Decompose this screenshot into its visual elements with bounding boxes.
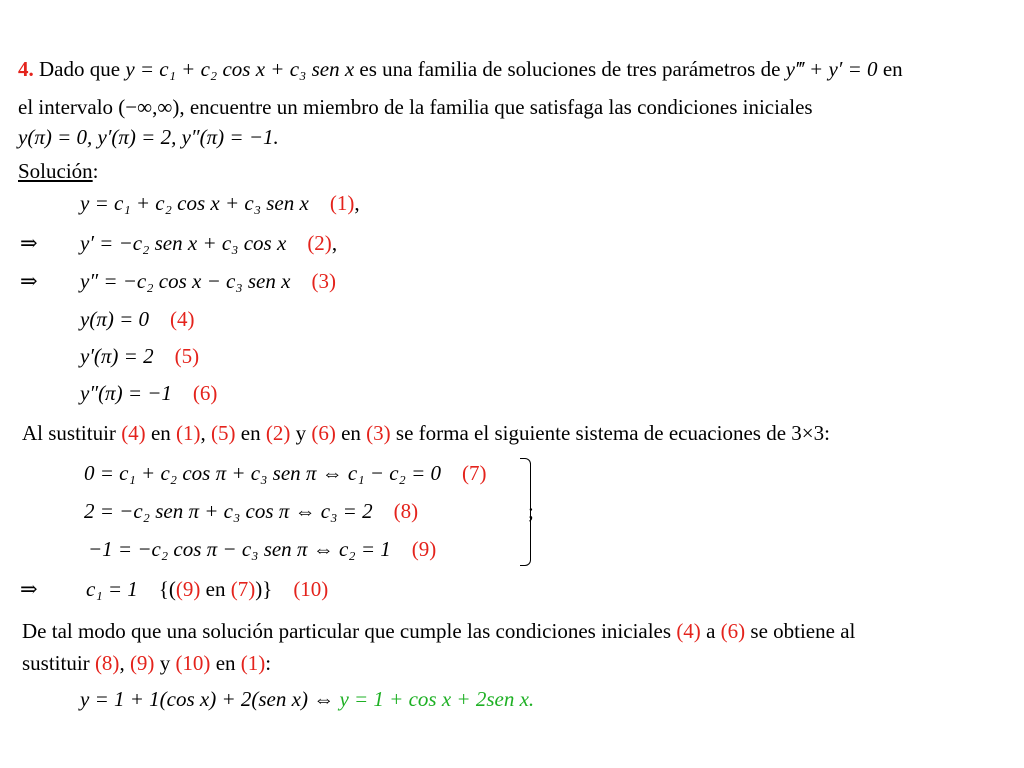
problem-text: el intervalo xyxy=(18,95,114,119)
final-equation-lhs: y = 1 + 1(cos x) + 2(sen x) ⇔ xyxy=(80,687,335,711)
text: : xyxy=(265,651,272,675)
equation-ref: (10) xyxy=(293,577,329,601)
text: en xyxy=(240,421,261,445)
system-equation-9 xyxy=(88,536,436,562)
equation-ref: (2) xyxy=(265,421,291,445)
problem-line-1 xyxy=(18,56,903,82)
implies-arrow: ⇒ xyxy=(20,577,38,601)
equation-ref: (4) xyxy=(676,619,701,643)
equation-1 xyxy=(80,190,360,216)
c1-result: c₁ = 1 {((9) en (7))} (10) xyxy=(86,577,329,601)
text: en xyxy=(215,651,236,675)
equation-ref: (6) xyxy=(311,421,336,445)
final-answer xyxy=(80,686,534,712)
equation-ref: (8) xyxy=(393,499,419,523)
text: y xyxy=(159,651,171,675)
problem-number: 4. xyxy=(18,57,34,81)
equation-ref: (8) xyxy=(94,651,120,675)
system-equation-8 xyxy=(84,498,418,524)
equation-5 xyxy=(80,343,199,369)
equation-ref: (3) xyxy=(311,269,336,293)
brace-semicolon: ; xyxy=(528,499,534,523)
text: en xyxy=(150,421,171,445)
problem-text: Dado que xyxy=(39,57,121,81)
equation-ref: (1) xyxy=(240,651,266,675)
equation-ref: (5) xyxy=(174,344,200,368)
text: , xyxy=(119,651,125,675)
brace-close: } xyxy=(262,577,273,601)
text: sustituir xyxy=(22,651,90,675)
conclusion-line-2 xyxy=(22,650,271,676)
implies-arrow: ⇒ xyxy=(20,231,38,255)
ode-equation: y‴ + y′ = 0 xyxy=(785,57,878,81)
equation-ref: (4) xyxy=(170,307,195,331)
equation-ref: (10) xyxy=(175,651,211,675)
conclusion-line-1 xyxy=(22,618,855,644)
equation-6 xyxy=(80,380,217,406)
equation-ref: (3) xyxy=(366,421,391,445)
equation-text: c₁ = 1 xyxy=(86,577,138,601)
substitution-sentence xyxy=(22,420,830,446)
equation-ref: (4) xyxy=(121,421,146,445)
problem-text: encuentre un miembro de la familia que satisfaga las condiciones iniciales xyxy=(189,95,813,119)
text: a xyxy=(706,619,716,643)
equation-text: y(π) = 0 xyxy=(80,307,149,331)
equation-text: y′(π) = 2 xyxy=(80,344,154,368)
system-equation-7 xyxy=(84,460,487,486)
problem-line-3 xyxy=(18,124,279,150)
problem-text: es una familia de soluciones de tres parámetros de xyxy=(359,57,781,81)
solution-heading xyxy=(18,158,99,184)
text: se forma el siguiente sistema de ecuaciones de 3×3: xyxy=(395,421,830,445)
brace-open: { xyxy=(158,577,169,601)
family-equation: y = c₁ + c₂ cos x + c₃ sen x xyxy=(125,57,355,81)
problem-text: en xyxy=(882,57,903,81)
equation-4 xyxy=(80,306,195,332)
equation-ref: (7) xyxy=(230,577,256,601)
interval: (−∞,∞), xyxy=(118,95,185,119)
equation-ref: (9) xyxy=(175,577,201,601)
equation-2 xyxy=(80,230,337,256)
text: en xyxy=(205,577,226,601)
equation-3 xyxy=(80,268,336,294)
equation-text: −1 = −c₂ cos π − c₃ sen π ⇔ c₂ = 1 xyxy=(88,537,391,561)
equation-ref: (6) xyxy=(720,619,746,643)
text: y xyxy=(295,421,307,445)
punctuation: , xyxy=(331,231,338,255)
punctuation: , xyxy=(354,191,360,215)
text: en xyxy=(341,421,361,445)
equation-ref: (7) xyxy=(462,461,487,485)
solution-colon: : xyxy=(92,159,99,183)
final-equation-rhs: y = 1 + cos x + 2sen x. xyxy=(339,687,535,711)
implies-arrow: ⇒ xyxy=(20,269,38,293)
solution-title: Solución xyxy=(18,159,93,183)
text: , xyxy=(200,421,206,445)
equation-ref: (5) xyxy=(211,421,236,445)
equation-text: y″ = −c₂ cos x − c₃ sen x xyxy=(80,269,291,293)
text: se obtiene al xyxy=(750,619,856,643)
equation-text: 2 = −c₂ sen π + c₃ cos π ⇔ c₃ = 2 xyxy=(84,499,373,523)
equation-ref: (9) xyxy=(411,537,437,561)
initial-conditions: y(π) = 0, y′(π) = 2, y″(π) = −1. xyxy=(18,125,279,149)
equation-ref: (2) xyxy=(307,231,332,255)
equation-text: y″(π) = −1 xyxy=(80,381,172,405)
equation-ref: (1) xyxy=(176,421,201,445)
equation-text: 0 = c₁ + c₂ cos π + c₃ sen π ⇔ c₁ − c₂ = 0 xyxy=(84,461,441,485)
text: De tal modo que una solución particular que cumple las condiciones iniciales xyxy=(22,619,672,643)
equation-ref: (9) xyxy=(129,651,155,675)
problem-line-2 xyxy=(18,94,813,120)
equation-ref: (1) xyxy=(329,191,355,215)
text: Al sustituir xyxy=(22,421,116,445)
equation-text: y = c₁ + c₂ cos x + c₃ sen x xyxy=(80,191,309,215)
equation-text: y′ = −c₂ sen x + c₃ cos x xyxy=(80,231,287,255)
equation-ref: (6) xyxy=(192,381,218,405)
